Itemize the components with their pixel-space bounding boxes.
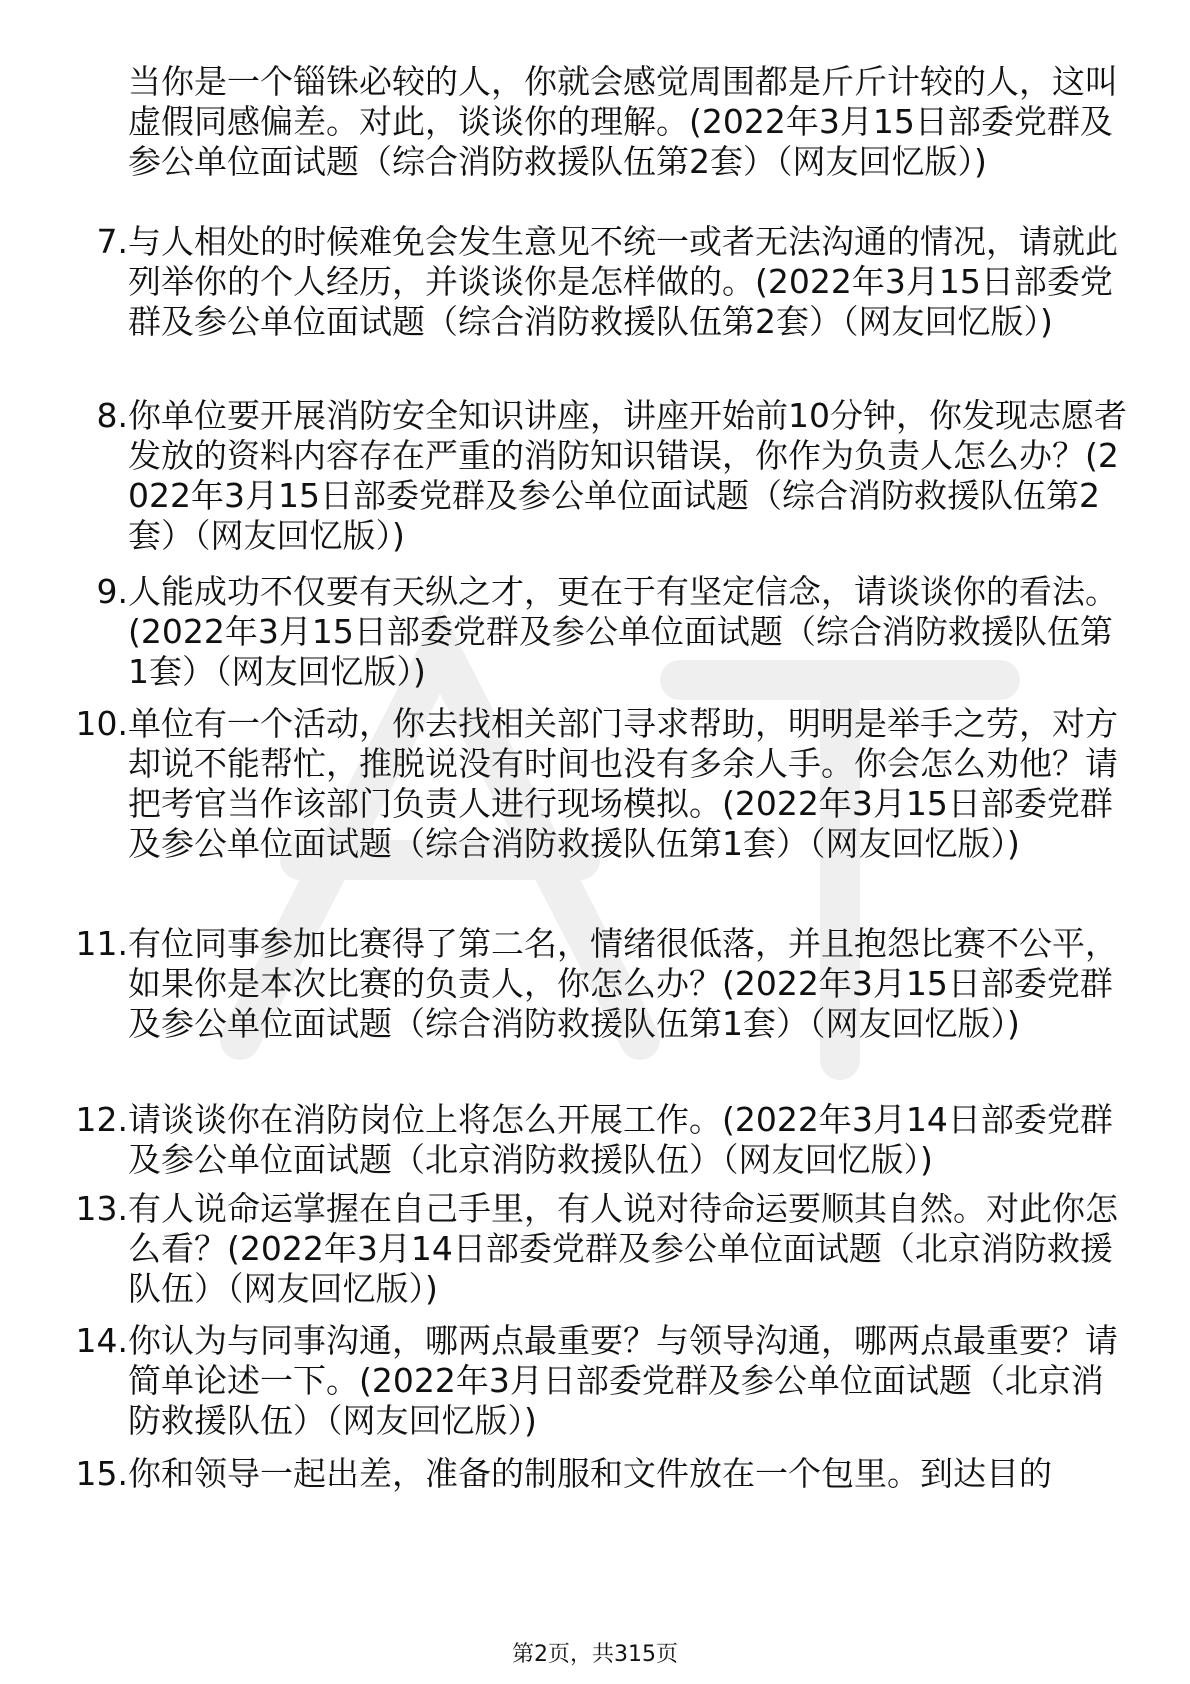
question-text: 有位同事参加比赛得了第二名，情绪很低落，并且抱怨比赛不公平，如果你是本次比赛的负责人，你怎么办？(2022年3月15日部委党群及参公单位面试题（综合消防救援队伍第1套）（网友回忆版）) [128,924,1118,1043]
question-number: 13. [75,1189,128,1228]
page-footer: 第2页，共315页 [512,1642,678,1667]
question-text: 你单位要开展消防安全知识讲座，讲座开始前10分钟，你发现志愿者发放的资料内容存在严重的消防知识错误，你作为负责人怎么办？(2022年3月15日部委党群及参公单位面试题（综合消防救援队伍第2套）（网友回忆版）) [128,396,1127,555]
question-number: 11. [75,924,128,963]
question-number: 9. [96,572,128,611]
question-text: 与人相处的时候难免会发生意见不统一或者无法沟通的情况，请就此列举你的个人经历，并谈谈你是怎样做的。(2022年3月15日部委党群及参公单位面试题（综合消防救援队伍第2套）（网友回忆版）) [128,222,1118,341]
question-number: 14. [75,1321,128,1360]
question-text: 人能成功不仅要有天纵之才，更在于有坚定信念，请谈谈你的看法。(2022年3月15日部委党群及参公单位面试题（综合消防救援队伍第1套）（网友回忆版）) [128,572,1118,691]
question-text: 你和领导一起出差，准备的制服和文件放在一个包里。到达目的 [128,1454,1052,1493]
question-text: 有人说命运掌握在自己手里，有人说对待命运要顺其自然。对此你怎么看？(2022年3月14日部委党群及参公单位面试题（北京消防救援队伍）（网友回忆版）) [128,1189,1118,1308]
question-number: 8. [96,396,128,435]
question-number: 10. [75,704,128,743]
question-number: 7. [96,222,128,261]
continued-question-text: 当你是一个锱铢必较的人，你就会感觉周围都是斤斤计较的人，这叫虚假同感偏差。对此，谈谈你的理解。(2022年3月15日部委党群及参公单位面试题（综合消防救援队伍第2套）（网友回忆版）) [128,62,1118,181]
question-text: 请谈谈你在消防岗位上将怎么开展工作。(2022年3月14日部委党群及参公单位面试题（北京消防救援队伍）（网友回忆版）) [128,1100,1113,1179]
question-text: 你认为与同事沟通，哪两点最重要？与领导沟通，哪两点最重要？请简单论述一下。(2022年3月日部委党群及参公单位面试题（北京消防救援队伍）（网友回忆版）) [128,1321,1118,1440]
question-number: 12. [75,1100,128,1139]
question-number: 15. [75,1454,128,1493]
question-text: 单位有一个活动，你去找相关部门寻求帮助，明明是举手之劳，对方却说不能帮忙，推脱说没有时间也没有多余人手。你会怎么劝他？请把考官当作该部门负责人进行现场模拟。(2022年3月15日部委党群及参公单位面试题（综合消防救援队伍第1套）（网友回忆版）) [128,704,1118,863]
